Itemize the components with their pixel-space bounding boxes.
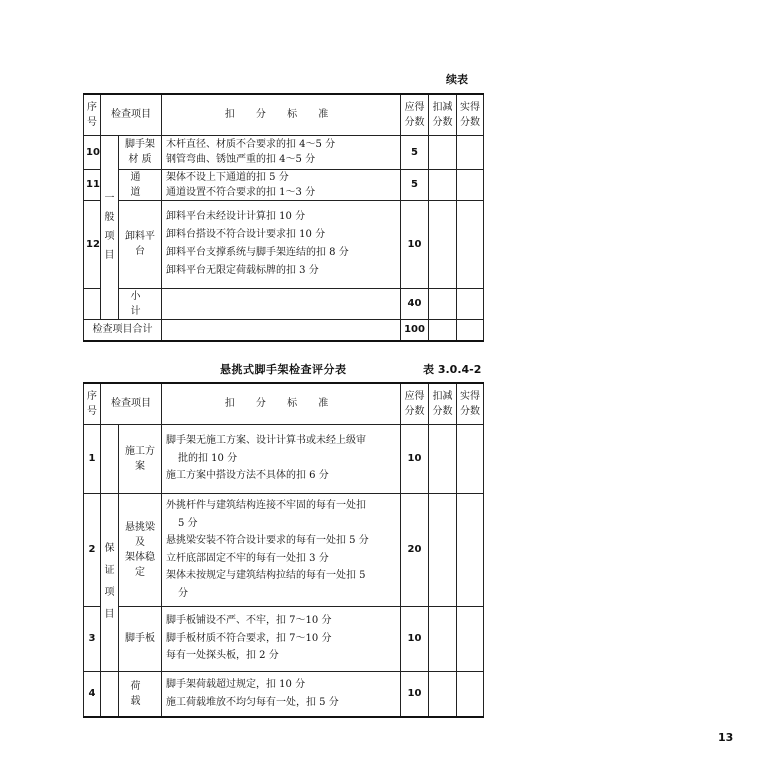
subtotal-label: 小 计 — [119, 288, 162, 319]
row-number: 10 — [84, 135, 101, 169]
page-number: 13 — [718, 731, 734, 744]
actual-cell — [457, 424, 484, 493]
header-deduct: 扣减 分数 — [429, 94, 457, 135]
row-number: 3 — [84, 606, 101, 671]
due-points: 5 — [401, 169, 429, 200]
deduct-cell — [429, 135, 457, 169]
row-number: 4 — [84, 671, 101, 717]
deduction-standard — [162, 288, 401, 319]
item-name: 脚手架 材 质 — [119, 135, 162, 169]
header-standard: 扣 分 标 准 — [162, 383, 401, 424]
due-points: 5 — [401, 135, 429, 169]
header-due: 应得 分数 — [401, 383, 429, 424]
header-actual: 实得 分数 — [457, 94, 484, 135]
deduct-cell — [429, 288, 457, 319]
header-item: 检查项目 — [101, 383, 162, 424]
actual-cell — [457, 493, 484, 606]
due-points: 10 — [401, 424, 429, 493]
deduction-standard: 卸料平台未经设计计算扣 10 分 卸料台搭设不符合设计要求扣 10 分 卸料平台支撑系统与脚手架连结的扣 8 分 卸料平台无限定荷载标牌的扣 3 分 — [162, 200, 401, 288]
item-name: 脚手板 — [119, 606, 162, 671]
table-cantilever-scaffold — [83, 382, 484, 718]
due-points: 10 — [401, 200, 429, 288]
header-deduct: 扣减 分数 — [429, 383, 457, 424]
table-continued — [83, 93, 484, 342]
header-standard: 扣 分 标 准 — [162, 94, 401, 135]
continued-label: 续表 — [446, 73, 468, 86]
due-points: 10 — [401, 671, 429, 717]
table-row — [84, 424, 484, 493]
item-name: 通 道 — [119, 169, 162, 200]
total-points: 100 — [401, 319, 429, 341]
row-number: 1 — [84, 424, 101, 493]
deduction-standard: 木杆直径、材质不合要求的扣 4～5 分 钢管弯曲、锈蚀严重的扣 4～5 分 — [162, 135, 401, 169]
table-number: 表 3.0.4-2 — [423, 363, 482, 376]
deduction-standard: 脚手架无施工方案、设计计算书或未经上级审 批的扣 10 分 施工方案中搭设方法不具体的扣 6 分 — [162, 424, 401, 493]
due-points: 10 — [401, 606, 429, 671]
deduction-standard: 脚手板铺设不严、不牢，扣 7～10 分 脚手板材质不符合要求，扣 7～10 分 每有一处探头板，扣 2 分 — [162, 606, 401, 671]
deduct-cell — [429, 424, 457, 493]
category-guaranteed: 保 证 项 目 — [101, 493, 119, 671]
actual-cell — [457, 200, 484, 288]
deduct-cell — [429, 200, 457, 288]
due-points: 20 — [401, 493, 429, 606]
row-number: 12 — [84, 200, 101, 288]
actual-cell — [457, 135, 484, 169]
actual-cell — [457, 169, 484, 200]
header-seq: 序 号 — [84, 94, 101, 135]
actual-cell — [457, 288, 484, 319]
item-name: 荷 载 — [119, 671, 162, 717]
category-general: 一 般 项 目 — [101, 135, 119, 319]
item-name: 施工方案 — [119, 424, 162, 493]
table-row — [84, 135, 484, 169]
header-seq: 序 号 — [84, 383, 101, 424]
category-blank — [101, 424, 119, 493]
item-name: 卸料平台 — [119, 200, 162, 288]
table-row — [84, 493, 484, 606]
table-title: 悬挑式脚手架检查评分表 — [220, 363, 347, 376]
header-item: 检查项目 — [101, 94, 162, 135]
actual-cell — [457, 319, 484, 341]
total-label: 检查项目合计 — [84, 319, 162, 341]
item-name: 悬挑梁及 架体稳定 — [119, 493, 162, 606]
category-blank — [101, 671, 119, 717]
header-actual: 实得 分数 — [457, 383, 484, 424]
row-number: 11 — [84, 169, 101, 200]
deduct-cell — [429, 493, 457, 606]
table-row — [84, 169, 484, 200]
total-row — [84, 319, 484, 341]
deduct-cell — [429, 606, 457, 671]
actual-cell — [457, 606, 484, 671]
row-number: 2 — [84, 493, 101, 606]
deduction-standard — [162, 319, 401, 341]
deduct-cell — [429, 671, 457, 717]
table-row — [84, 606, 484, 671]
deduction-standard: 脚手架荷载超过规定，扣 10 分 施工荷载堆放不均匀每有一处，扣 5 分 — [162, 671, 401, 717]
deduction-standard: 架体不设上下通道的扣 5 分 通道设置不符合要求的扣 1～3 分 — [162, 169, 401, 200]
subtotal-row — [84, 288, 484, 319]
header-due: 应得 分数 — [401, 94, 429, 135]
row-number — [84, 288, 101, 319]
subtotal-points: 40 — [401, 288, 429, 319]
table-row — [84, 200, 484, 288]
table-row — [84, 671, 484, 717]
deduct-cell — [429, 169, 457, 200]
actual-cell — [457, 671, 484, 717]
deduction-standard: 外挑杆件与建筑结构连接不牢固的每有一处扣 5 分 悬挑梁安装不符合设计要求的每有一处扣 5 分 立杆底部固定不牢的每有一处扣 3 分 架体未按规定与建筑结构拉结的每有一处扣 5 分 — [162, 493, 401, 606]
deduct-cell — [429, 319, 457, 341]
